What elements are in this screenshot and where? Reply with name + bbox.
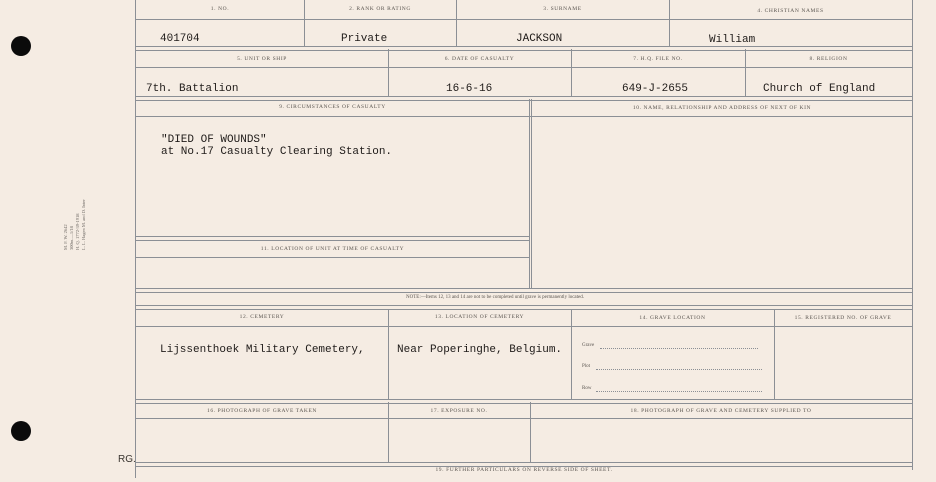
rule — [531, 99, 532, 289]
plot-label: Plot — [582, 364, 591, 369]
header-file: 7. H.Q. FILE NO. — [633, 56, 683, 62]
header-photo-supplied: 18. PHOTOGRAPH OF GRAVE AND CEMETERY SUPPLIED TO — [630, 408, 812, 414]
rule — [136, 288, 912, 293]
header-christian-names: 4. CHRISTIAN NAMES — [757, 8, 824, 14]
margin-print-line: M. F. W. 2642 — [63, 224, 68, 250]
rule — [571, 309, 572, 400]
row-label: Row — [582, 386, 592, 391]
margin-print — [63, 190, 87, 250]
form-right-border — [912, 0, 913, 470]
value-date: 16-6-16 — [446, 83, 493, 95]
header-cemetery-location: 13. LOCATION OF CEMETERY — [434, 314, 525, 320]
value-circumstances-line-2: at No.17 Casualty Clearing Station. — [161, 146, 393, 158]
header-grave-location: 14. GRAVE LOCATION — [639, 315, 706, 321]
rule — [136, 305, 912, 310]
corner-mark: RG. — [118, 454, 136, 465]
header-unit: 5. UNIT OR SHIP — [237, 56, 287, 62]
header-surname: 3. SURNAME — [543, 6, 582, 12]
rule — [136, 46, 912, 51]
header-registered: 15. REGISTERED NO. OF GRAVE — [794, 315, 892, 321]
rule — [136, 96, 912, 101]
rule — [774, 309, 775, 400]
value-rank: Private — [341, 33, 388, 45]
margin-print-line: L. L. Hagen M. and D. Inter — [81, 199, 86, 250]
rule — [136, 236, 529, 241]
rule — [388, 309, 389, 400]
value-no: 401704 — [160, 33, 200, 45]
punch-hole-top — [11, 36, 31, 56]
value-circumstances-line-1: "DIED OF WOUNDS" — [161, 134, 267, 146]
value-cemetery: Lijssenthoek Military Cemetery, — [160, 344, 365, 356]
rule — [136, 399, 912, 404]
grave-label: Grave — [582, 343, 595, 348]
value-file: 649-J-2655 — [622, 83, 689, 95]
punch-hole-bottom — [11, 421, 31, 441]
rule — [136, 257, 529, 258]
rule — [136, 19, 912, 20]
row-line — [596, 391, 762, 392]
value-surname: JACKSON — [516, 33, 563, 45]
note-text: NOTE:—Items 12, 13 and 14 are not to be completed until grave is permanently located. — [406, 295, 585, 300]
header-no: 1. NO. — [210, 6, 230, 12]
header-circumstances: 9. CIRCUMSTANCES OF CASUALTY — [279, 104, 386, 110]
header-exposure: 17. EXPOSURE NO. — [430, 408, 488, 414]
rule — [136, 418, 912, 419]
value-religion: Church of England — [763, 83, 876, 95]
value-christian-names: William — [709, 34, 756, 46]
rule — [136, 67, 912, 68]
header-religion: 8. RELIGION — [809, 56, 848, 62]
header-rank: 2. RANK OR RATING — [349, 6, 411, 12]
grave-line — [600, 348, 758, 349]
header-location-unit: 11. LOCATION OF UNIT AT TIME OF CASUALTY — [260, 246, 405, 252]
header-next-of-kin: 10. NAME, RELATIONSHIP AND ADDRESS OF NEXT OF KIN — [632, 105, 812, 111]
value-unit: 7th. Battalion — [146, 83, 239, 95]
margin-print-line: 300m.—1/18 — [69, 226, 74, 250]
footer-further-particulars: 19. FURTHER PARTICULARS ON REVERSE SIDE OF SHEET. — [435, 467, 613, 473]
header-date: 6. DATE OF CASUALTY — [444, 56, 515, 62]
plot-line — [596, 369, 762, 370]
margin-print-line: H. Q. 1772-39-1918 — [75, 213, 80, 250]
rule — [136, 116, 912, 117]
header-cemetery: 12. CEMETERY — [239, 314, 285, 320]
header-photo-taken: 16. PHOTOGRAPH OF GRAVE TAKEN — [206, 408, 317, 414]
rule — [136, 326, 912, 327]
rule — [529, 99, 530, 289]
value-cemetery-location: Near Poperinghe, Belgium. — [397, 344, 563, 356]
